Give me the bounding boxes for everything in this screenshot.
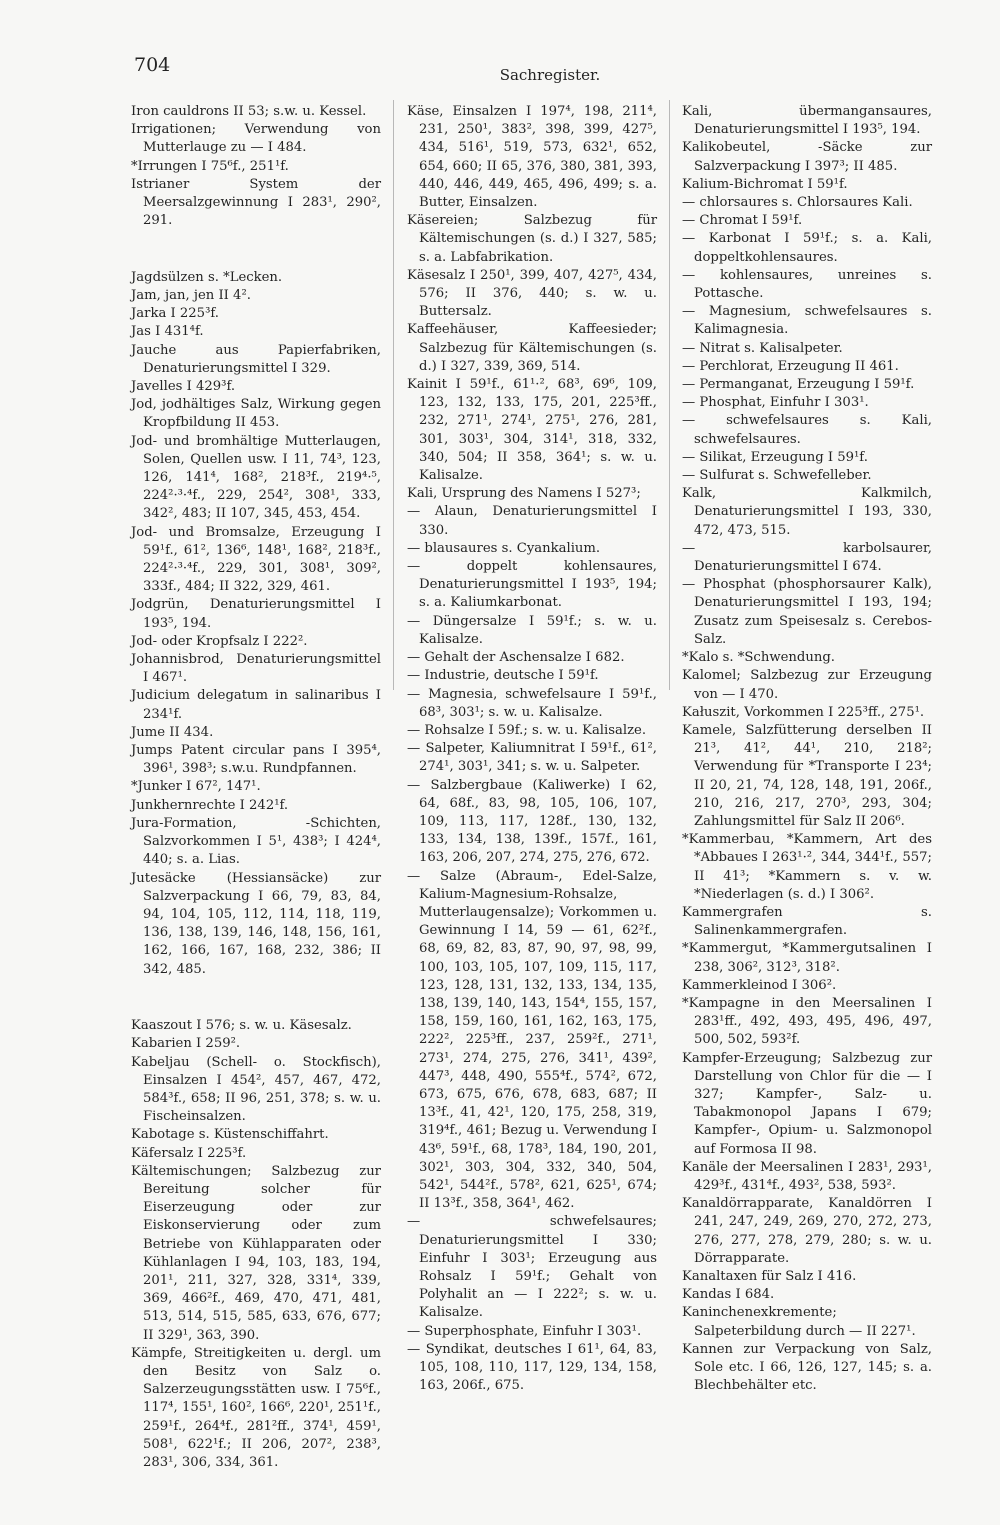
index-entry: Jod- und bromhältige Mutterlaugen, Solen, Quellen usw. I 11, 74³, 123, 126, 141⁴, 168², 218³f., 219⁴·⁵, 224²·³·⁴f., 229, 254², 308¹, 333, 342², 483; II 107, 345, 453, 454. [131,433,381,522]
index-entry: — Salzbergbaue (Kaliwerke) I 62, 64, 68f., 83, 98, 105, 106, 107, 109, 113, 117, 128f., 130, 132, 133, 134, 138, 139f., 157f., 161, 163, 206, 207, 274, 275, 276, 672. [407,777,657,866]
index-entry: Kaninchenexkremente; Salpeterbildung durch — II 227¹. [682,1305,916,1339]
index-entry: Javelles I 429³f. [131,379,236,395]
index-entry: Kalomel; Salzbezug zur Erzeugung von — I 470. [682,668,932,702]
index-entry: Kandas I 684. [682,1287,775,1303]
index-entry: *Kalo s. *Schwendung. [682,650,835,666]
index-entry: — Karbonat I 59¹f.; s. a. Kali, doppeltkohlensaures. [682,231,932,265]
index-entry: — Nitrat s. Kalisalpeter. [682,340,843,356]
index-entry: — Sulfurat s. Schwefelleber. [682,468,872,484]
index-entry: Kaaszout I 576; s. w. u. Käsesalz. [131,1018,352,1034]
index-entry: Kałuszit, Vorkommen I 225³ff., 275¹. [682,704,925,720]
index-entry: Jumps Patent circular pans I 395⁴, 396¹, 398³; s.w.u. Rundpfannen. [131,743,381,777]
column-divider [669,100,670,690]
index-column-1 [131,103,381,1472]
index-entry: Kamele, Salzfütterung derselben II 21³, 41², 44¹, 210, 218²; Verwendung für *Transporte I 23⁴; II 20, 21, 74, 128, 148, 191, 206f., 210, 216, 217, 270³, 293, 304; Zahlungsmittel für Salz II 206⁶. [682,722,932,829]
index-entry: — Rohsalze I 59f.; s. w. u. Kalisalze. [407,722,647,738]
index-entry: Kabarien I 259². [131,1036,241,1052]
index-entry: Kalk, Kalkmilch, Denaturierungsmittel I 193, 330, 472, 473, 515. [682,486,932,538]
index-entry: — chlorsaures s. Chlorsaures Kali. [682,195,913,211]
index-entry: Käfersalz I 225³f. [131,1145,247,1161]
index-entry: *Junker I 67², 147¹. [131,779,261,795]
index-entry: — Magnesia, schwefelsaure I 59¹f., 68³, 303¹; s. w. u. Kalisalze. [407,686,657,720]
index-entry: Iron cauldrons II 53; s.w. u. Kessel. [131,104,367,119]
index-entry: Kanaldörrapparate, Kanaldörren I 241, 247, 249, 269, 270, 272, 273, 276, 277, 278, 279, 280; s. w. u. Dörrapparate. [682,1196,932,1266]
index-entry: Istrianer System der Meersalzgewinnung I 283¹, 290², 291. [131,176,381,229]
index-entry: — Gehalt der Aschensalze I 682. [407,650,625,666]
index-entry: Kältemischungen; Salzbezug zur Bereitung solcher für Eiserzeugung oder zur Eiskonservierung oder zum Betriebe von Kühlapparaten oder Kühlanlagen I 94, 103, 183, 194, 201¹, 211, 327, 328, 331⁴, 339, 369, 466²f., 469, 470, 471, 481, 513, 514, 515, 585, 633, 676, 677; II 329¹, 363, 390. [131,1163,381,1343]
index-entry: — Perchlorat, Erzeugung II 461. [682,358,899,374]
index-entry: — Superphosphate, Einfuhr I 303¹. [407,1323,642,1339]
index-entry: Jura-Formation, -Schichten, Salzvorkommen I 5¹, 438³; I 424⁴, 440; s. a. Lias. [131,815,381,868]
index-entry: — kohlensaures, unreines s. Pottasche. [682,267,932,302]
column-divider [393,100,394,690]
index-entry: — Industrie, deutsche I 59¹f. [407,668,599,684]
index-entry: — Permanganat, Erzeugung I 59¹f. [682,377,915,393]
index-entry: Judicium delegatum in salinaribus I 234¹f. [131,688,381,722]
index-entry: Kammerkleinod I 306². [682,977,837,993]
index-entry: — Salpeter, Kaliumnitrat I 59¹f., 61², 274¹, 303¹, 341; s. w. u. Salpeter. [407,741,657,775]
index-entry: *Irrungen I 75⁶f., 251¹f. [131,158,289,174]
index-entry: *Kammergut, *Kammergutsalinen I 238, 306², 312³, 318². [682,941,932,975]
index-entry: — karbolsaurer, Denaturierungsmittel I 674. [682,540,932,575]
index-entry: Jam, jan, jen II 4². [131,288,251,303]
page-number: 704 [134,54,171,76]
index-entry: Kanaltaxen für Salz I 416. [682,1269,857,1284]
index-entry: Jod- und Bromsalze, Erzeugung I 59¹f., 61², 136⁶, 148¹, 168², 218³f., 224²·³·⁴f., 229, 301, 308¹, 309², 333f., 484; II 322, 329, 461. [131,524,381,595]
index-entry: — Chromat I 59¹f. [682,213,803,229]
letter-section-gap [131,992,381,1004]
running-head: Sachregister. [499,66,601,84]
index-entry: Johannisbrod, Denaturierungsmittel I 467¹. [131,652,381,686]
index-entry: Kabotage s. Küstenschiffahrt. [131,1127,329,1143]
letter-section-gap [131,244,381,256]
index-entry: Kämpfe, Streitigkeiten u. dergl. um den Besitz von Salz o. Salzerzeugungsstätten usw. I 75⁶f., 117⁴, 155¹, 160², 166⁶, 220¹, 251¹f., 259¹f., 264⁴f., 281²ff., 374¹, 459¹, 508¹, 622¹f.; II 206, 207², 238³, 283¹, 306, 334, 361. [131,1345,381,1470]
index-column-2 [407,103,657,1395]
index-entry: Jutesäcke (Hessiansäcke) zur Salzverpackung I 66, 79, 83, 84, 94, 104, 105, 112, 114, 118, 119, 136, 138, 139, 146, 148, 156, 161, 162, 166, 167, 168, 232, 386; II 342, 485. [131,870,381,977]
index-entry: — Düngersalze I 59¹f.; s. w. u. Kalisalze. [407,613,657,647]
index-entry: Kali, Ursprung des Namens I 527³; [407,486,641,502]
index-entry: Junkhernrechte I 242¹f. [131,797,289,813]
index-entry: Jauche aus Papierfabriken, Denaturierungsmittel I 329. [131,342,381,376]
index-column-3 [682,103,932,1395]
index-entry: Kammergrafen s. Salinenkammergrafen. [682,904,932,939]
index-entry: Jas I 431⁴f. [131,324,204,340]
index-entry: Kalikobeutel, -Säcke zur Salzverpackung I 397³; II 485. [682,140,932,174]
index-entry: — doppelt kohlensaures, Denaturierungsmittel I 193⁵, 194; s. a. Kaliumkarbonat. [407,559,657,611]
index-entry: Kaffeehäuser, Kaffeesieder; Salzbezug für Kältemischungen (s. d.) I 327, 339, 369, 514. [407,322,657,374]
index-entry: Käsereien; Salzbezug für Kältemischungen (s. d.) I 327, 585; s. a. Labfabrikation. [407,213,657,265]
index-entry: Jod, jodhältiges Salz, Wirkung gegen Kropfbildung II 453. [131,397,381,431]
index-entry: Jod- oder Kropfsalz I 222². [131,633,308,649]
index-entry: — schwefelsaures; Denaturierungsmittel I 330; Einfuhr I 303¹; Erzeugung aus Rohsalz I 59¹f.; Gehalt von Polyhalit an — I 222²; s. w. u. Kalisalze. [407,1214,657,1321]
index-entry: Kalium-Bichromat I 59¹f. [682,176,848,192]
index-entry: Jodgrün, Denaturierungsmittel I 193⁵, 194. [131,597,381,631]
index-entry: Irrigationen; Verwendung von Mutterlauge zu — I 484. [131,122,381,156]
index-entry: Jume II 434. [131,724,214,740]
index-entry: Kabeljau (Schell- o. Stockfisch), Einsalzen I 454², 457, 467, 472, 584³f., 658; II 96, 251, 378; s. w. u. Fischeinsalzen. [131,1054,381,1125]
index-entry: *Kammerbau, *Kammern, Art des *Abbaues I 263¹·², 344, 344¹f., 557; II 41³; *Kammern s. v. w. *Niederlagen (s. d.) I 306². [682,832,932,902]
index-entry: Kanäle der Meersalinen I 283¹, 293¹, 429³f., 431⁴f., 493², 538, 593². [682,1159,932,1193]
index-entry: — Syndikat, deutsches I 61¹, 64, 83, 105, 108, 110, 117, 129, 134, 158, 163, 206f., 675. [407,1341,657,1394]
index-entry: — Salze (Abraum-, Edel-Salze, Kalium-Magnesium-Rohsalze, Mutterlaugensalze); Vorkommen u. Gewinnung I 14, 59 — 61, 62²f., 68, 69, 82, 83, 87, 90, 97, 98, 99, 100, 103, 105, 107, 109, 115, 117, 123, 128, 131, 132, 133, 134, 135, 138, 139, 140, 143, 154⁴, 155, 157, 158, 159, 160, 161, 162, 163, 175, 222², 225³ff., 237, 259²f., 271¹, 273¹, 274, 275, 276, 341¹, 439², 447³, 448, 490, 555⁴f., 574², 672, 673, 675, 676, 678, 683, 687; II 13³f., 41, 42¹, 120, 175, 258, 319, 319⁴f., 461; Bezug u. Verwendung I 43⁶, 59¹f., 68, 178³, 184, 190, 201, 302¹, 303, 304, 332, 340, 504, 542¹, 544²f., 578², 621, 625¹, 674; II 13³f., 358, 364¹, 462. [407,868,657,1212]
index-entry: Kampfer-Erzeugung; Salzbezug zur Darstellung von Chlor für die — I 327; Kampfer-, Salz- u. Tabakmonopol Japans I 679; Kampfer-, Opium- u. Salzmonopol auf Formosa II 98. [682,1050,932,1157]
index-entry: — Phosphat (phosphorsaurer Kalk), Denaturierungsmittel I 193, 194; Zusatz zum Speisesalz s. Cerebos-Salz. [682,577,932,647]
index-entry: — schwefelsaures s. Kali, schwefelsaures. [682,413,932,447]
index-entry: Käsesalz I 250¹, 399, 407, 427⁵, 434, 576; II 376, 440; s. w. u. Buttersalz. [407,267,657,320]
index-entry: — Alaun, Denaturierungsmittel I 330. [407,504,657,538]
index-entry: — blausaures s. Cyankalium. [407,540,601,556]
index-entry: Kali, übermangansaures, Denaturierungsmittel I 193⁵, 194. [682,104,932,138]
index-entry: — Phosphat, Einfuhr I 303¹. [682,395,869,411]
index-entry: Käse, Einsalzen I 197⁴, 198, 211⁴, 231, 250¹, 383², 398, 399, 427⁵, 434, 516¹, 519, 573, 632¹, 652, 654, 660; II 65, 376, 380, 381, 393, 440, 446, 449, 465, 496, 499; s. a. Butter, Einsalzen. [407,104,657,211]
index-entry: Jagdsülzen s. *Lecken. [131,269,283,285]
index-entry: — Magnesium, schwefelsaures s. Kalimagnesia. [682,304,932,338]
index-entry: Kainit I 59¹f., 61¹·², 68³, 69⁶, 109, 123, 132, 133, 175, 201, 225³ff., 232, 271¹, 274¹, 275¹, 276, 281, 301, 303¹, 304, 314¹, 318, 332, 340, 504; II 358, 364¹; s. w. u. Kalisalze. [407,377,657,484]
index-entry: Kannen zur Verpackung von Salz, Sole etc. I 66, 126, 127, 145; s. a. Blechbehälter etc. [682,1341,932,1394]
index-entry: Jarka I 225³f. [131,306,219,322]
index-entry: — Silikat, Erzeugung I 59¹f. [682,449,868,465]
index-entry: *Kampagne in den Meersalinen I 283¹ff., 492, 493, 495, 496, 497, 500, 502, 593²f. [682,995,932,1048]
